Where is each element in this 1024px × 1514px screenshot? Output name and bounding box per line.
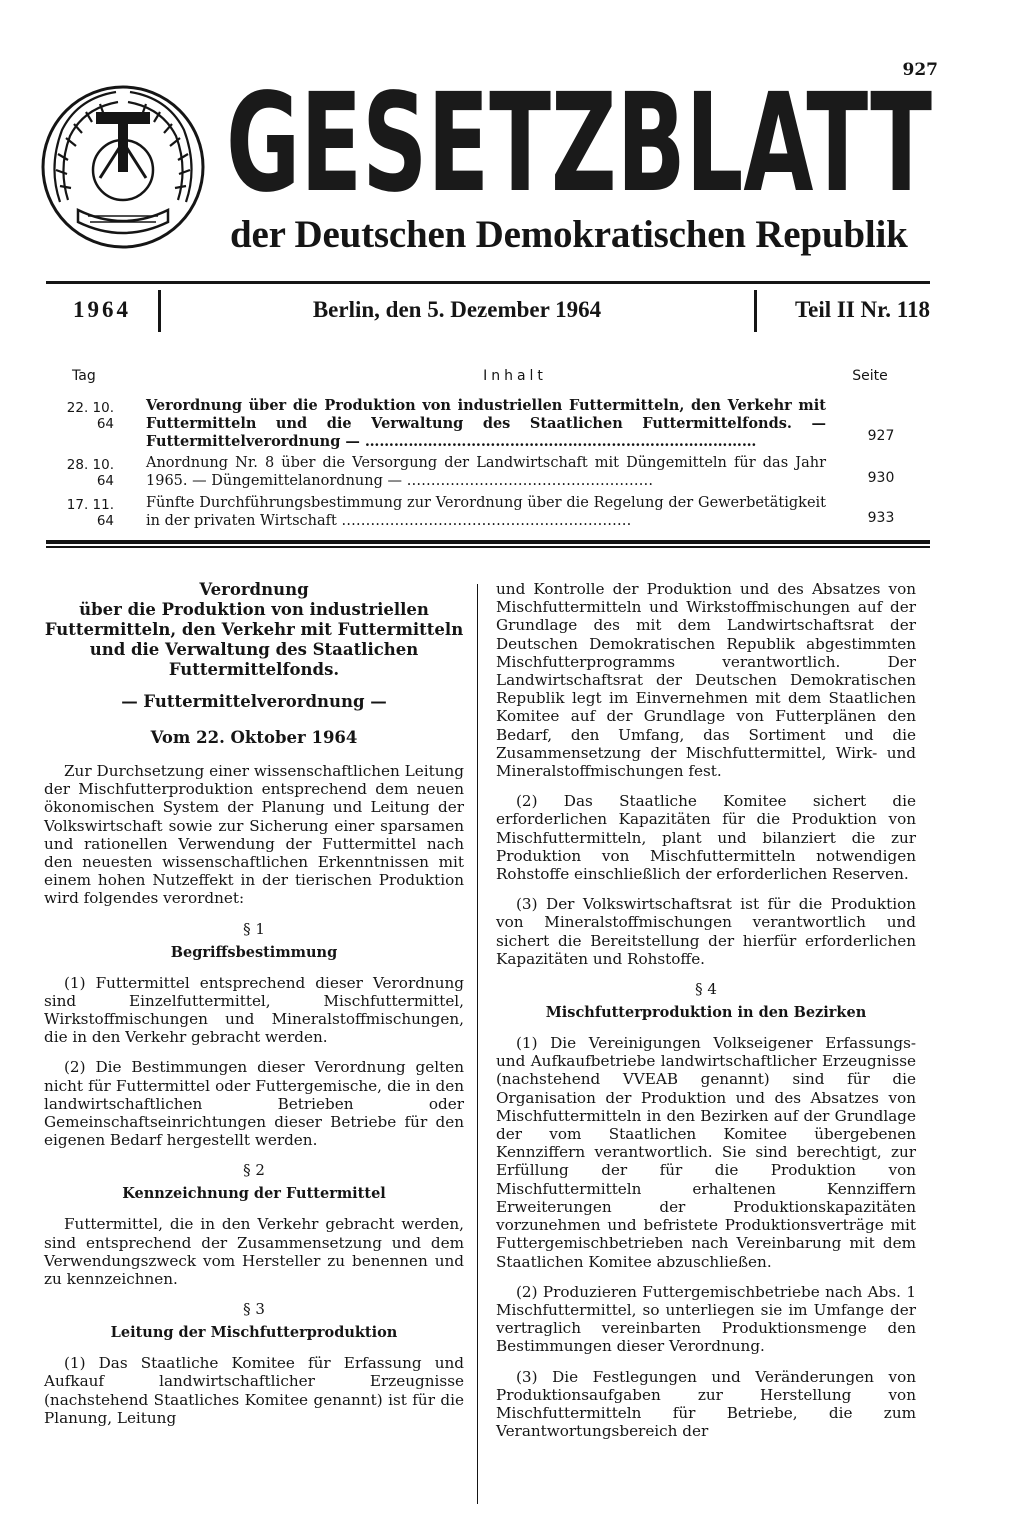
toc-entry-text: Anordnung Nr. 8 über die Versorgung der Landwirtschaft mit Düngemitteln für das Jahr 1965. — Düngemittelanordnung — ……………………………………………	[146, 455, 826, 489]
section-title: Mischfutterproduktion in den Bezirken	[545, 1004, 867, 1022]
toc-rule	[46, 546, 930, 548]
toc-header-seite: Seite	[852, 368, 888, 384]
article-preamble: Zur Durchsetzung einer wissenschaftlichen Leitung der Mischfutterproduktion entsprechend dem neuen ökonomischen System der Planung und Leitung der Volkswirtschaft sowie zur Sicherung einer sparsamen und rationellen Verwendung der Futtermittel nach den neuesten wissenschaftlichen Erkenntnissen mit einem hohen Nutzeffekt in der tierischen Produktion wird folgendes verordnet:	[44, 762, 464, 908]
toc-entry-text: Verordnung über die Produktion von industriellen Futtermitteln, den Verkehr mit Futtermitteln und die Verwaltung des Staatlichen Futtermittelfonds. — Futtermittelverordnung — ………………………………………………………………………	[146, 397, 826, 450]
toc-entry-date: 22. 10. 64	[66, 400, 114, 432]
issue-divider	[158, 290, 161, 332]
section-title: Leitung der Mischfutterproduktion	[110, 1324, 398, 1342]
masthead-rule	[46, 281, 930, 284]
section-number: § 4	[695, 980, 717, 999]
section-number: § 1	[243, 919, 265, 938]
toc-entry-text: Fünfte Durchführungsbestimmung zur Verordnung über die Regelung der Gewerbetätigkeit in der privaten Wirtschaft ……………………………………………………	[146, 495, 826, 529]
paragraph: (3) Die Festlegungen und Veränderungen von Produktionsaufgaben zur Herstellung von Mischfuttermitteln für Betriebe, die zum Verantwortungsbereich der	[496, 1367, 916, 1441]
section-title: Kennzeichnung der Futtermittel	[122, 1185, 386, 1203]
paragraph: (1) Futtermittel entsprechend dieser Verordnung sind Einzelfuttermittel, Mischfuttermittel, Wirkstoffmischungen und Mineralstoffmischungen, die in den Verkehr gebracht werden.	[44, 973, 464, 1047]
section-title: Begriffsbestimmung	[170, 943, 338, 961]
article-title: Verordnung	[199, 580, 309, 599]
paragraph: (1) Das Staatliche Komitee für Erfassung und Aufkauf landwirtschaftlicher Erzeugnisse (nachstehend Staatliches Komitee genannt) ist für die Planung, Leitung	[44, 1354, 464, 1427]
issue-date: Berlin, den 5. Dezember 1964	[312, 297, 602, 322]
article-column-right	[496, 580, 916, 1440]
toc-header-inhalt: Inhalt	[483, 368, 547, 384]
toc-entry-page: 930	[867, 470, 895, 486]
article-short-title: — Futtermittelverordnung —	[121, 692, 387, 711]
gdr-state-emblem-icon	[38, 82, 208, 252]
paragraph: (2) Produzieren Futtergemischbetriebe nach Abs. 1 Mischfuttermittel, so unterliegen sie im Umfange der vertraglich vereinbarten Produktionsmenge den Bestimmungen dieser Verordnung.	[496, 1282, 916, 1356]
section-number: § 3	[243, 1300, 265, 1319]
masthead-title-text: GESETZBLATT	[226, 78, 933, 204]
masthead-title	[223, 78, 935, 204]
toc-entry-page: 933	[867, 510, 895, 526]
toc-entry-date: 28. 10. 64	[66, 457, 114, 489]
paragraph: (2) Die Bestimmungen dieser Verordnung gelten nicht für Futtermittel oder Futtergemische, die in den landwirtschaftlichen Betrieben oder Gemeinschaftseinrichtungen dieser Betriebe für den eigenen Bedarf hergestellt werden.	[44, 1058, 464, 1150]
issue-bar	[46, 290, 930, 334]
paragraph-continuation: und Kontrolle der Produktion und des Absatzes von Mischfuttermitteln und Wirkstoffmischungen auf der Grundlage des mit dem Landwirtschaftsrat der Deutschen Demokratischen Republik abgestimmten Mischfutterprogramms verantwortlich. Der Landwirtschaftsrat der Deutschen Demokratischen Republik legt im Einvernehmen mit dem Staatlichen Komitee auf der Grundlage von Futterplänen den Bedarf, den Umfang, das Sortiment und die Zusammensetzung der Mischfuttermittel, Wirk- und Mineralstoffmischungen fest.	[496, 580, 916, 781]
article-date: Vom 22. Oktober 1964	[150, 728, 358, 747]
article-title-subject: über die Produktion von industriellen Futtermitteln, den Verkehr mit Futtermitteln und die Verwaltung des Staatlichen Futtermittelfonds.	[44, 600, 464, 679]
paragraph: (3) Der Volkswirtschaftsrat ist für die Produktion von Mineralstoffmischungen verantwortlich und sichert die Bereitstellung der hierfür erforderlichen Kapazitäten und Rohstoffe.	[496, 895, 916, 968]
page-number: 927	[902, 60, 938, 80]
toc-rule	[46, 540, 930, 544]
masthead-subtitle: der Deutschen Demokratischen Republik	[230, 213, 908, 256]
toc-header-tag: Tag	[72, 368, 96, 384]
toc-entry-date: 17. 11. 64	[66, 497, 114, 529]
issue-year: 1964	[73, 297, 131, 322]
issue-part: Teil II Nr. 118	[794, 297, 930, 322]
article-column-left	[44, 580, 464, 1427]
section-number: § 2	[243, 1161, 265, 1180]
column-divider	[477, 584, 478, 1504]
paragraph: (2) Das Staatliche Komitee sichert die erforderlichen Kapazitäten für die Produktion von Mischfuttermitteln, plant und bilanziert die zur Produktion von Mischfuttermitteln notwendigen Rohstoffe einschließlich der erforderlichen Reserven.	[496, 792, 916, 884]
toc-entry-page: 927	[867, 428, 895, 444]
issue-divider	[754, 290, 757, 332]
paragraph: Futtermittel, die in den Verkehr gebracht werden, sind entsprechend der Zusammensetzung und dem Verwendungszweck vom Hersteller zu benennen und zu kennzeichnen.	[44, 1215, 464, 1289]
paragraph: (1) Die Vereinigungen Volkseigener Erfassungs- und Aufkaufbetriebe landwirtschaftlicher Erzeugnisse (nachstehend VVEAB genannt) sind für die Organisation der Produktion und des Absatzes von Mischfuttermitteln in den Bezirken auf der Grundlage der vom Staatlichen Komitee übergebenen Kennziffern verantwortlich. Sie sind berechtigt, zur Erfüllung der für die Produktion von Mischfuttermitteln erhaltenen Kennziffern Erweiterungen der Produktionskapazitäten vorzunehmen und befristete Produktionsverträge mit Futtergemischbetrieben nach Vereinbarung mit dem Staatlichen Komitee abzuschließen.	[496, 1034, 916, 1271]
